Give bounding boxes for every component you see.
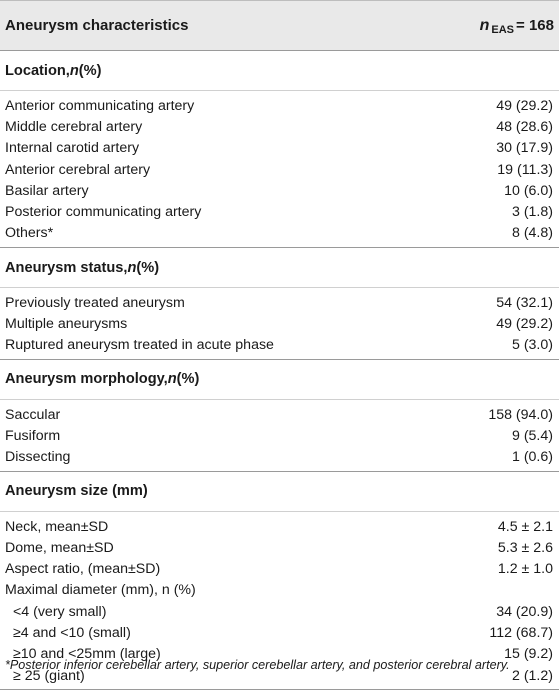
table-row bbox=[0, 159, 559, 180]
row-value: 30 (17.9) bbox=[496, 140, 553, 157]
row-value: 3 (1.8) bbox=[511, 204, 553, 221]
row-value: 5.3 ± 2.6 bbox=[497, 539, 553, 556]
row-value: 2 (1.2) bbox=[511, 667, 553, 684]
section-title-n: n bbox=[127, 259, 137, 276]
row-label: Dome, mean±SD bbox=[5, 539, 114, 556]
row-value: 48 (28.6) bbox=[496, 118, 553, 135]
row-value: 34 (20.9) bbox=[496, 603, 553, 620]
table-row bbox=[0, 138, 559, 159]
table-row bbox=[0, 201, 559, 222]
table-body bbox=[0, 51, 559, 690]
section-title-n: n bbox=[69, 62, 79, 79]
row-label: Aspect ratio, (mean±SD) bbox=[5, 561, 161, 578]
row-label: ≥10 and <25mm (large) bbox=[13, 646, 161, 663]
row-value: 1 (0.6) bbox=[511, 449, 553, 466]
table-row bbox=[0, 580, 559, 601]
row-label: Anterior cerebral artery bbox=[5, 161, 151, 178]
row-label: Others* bbox=[5, 225, 54, 242]
table-row bbox=[0, 622, 559, 643]
footnote: *Posterior inferior cerebellar artery, superior cerebellar artery, and posterior cerebral artery. bbox=[5, 658, 510, 672]
row-label: Maximal diameter (mm), n (%) bbox=[5, 582, 196, 599]
header-title: Aneurysm characteristics bbox=[5, 17, 189, 34]
table-row bbox=[0, 558, 559, 579]
row-value: 8 (4.8) bbox=[511, 225, 553, 242]
section-title-suffix: (%) bbox=[176, 371, 200, 388]
row-value: 10 (6.0) bbox=[504, 182, 553, 199]
table-row bbox=[0, 335, 559, 356]
table-row bbox=[0, 404, 559, 425]
row-label: ≥ 25 (giant) bbox=[13, 667, 85, 684]
row-label: Fusiform bbox=[5, 427, 61, 444]
table-row bbox=[0, 313, 559, 334]
row-value: 5 (3.0) bbox=[511, 337, 553, 354]
table-row bbox=[0, 223, 559, 244]
section-title: Aneurysm morphology, bbox=[5, 371, 168, 388]
row-label: Basilar artery bbox=[5, 182, 89, 199]
section-heading bbox=[0, 51, 559, 91]
row-value: 49 (29.2) bbox=[496, 316, 553, 333]
table-row bbox=[0, 425, 559, 446]
row-label: Neck, mean±SD bbox=[5, 518, 109, 535]
section-heading bbox=[0, 248, 559, 288]
table-row bbox=[0, 116, 559, 137]
row-value: 158 (94.0) bbox=[488, 406, 553, 423]
table-row bbox=[0, 95, 559, 116]
table-row bbox=[0, 292, 559, 313]
row-label: <4 (very small) bbox=[13, 603, 107, 620]
section-title-suffix: (%) bbox=[136, 259, 160, 276]
row-value: 49 (29.2) bbox=[496, 97, 553, 114]
section-heading bbox=[0, 472, 559, 512]
table-header bbox=[0, 0, 559, 51]
row-label: ≥4 and <10 (small) bbox=[13, 624, 131, 641]
row-label: Ruptured aneurysm treated in acute phase bbox=[5, 337, 274, 354]
header-n: n $_{EAS}$ = 168 bbox=[479, 16, 554, 36]
section-title-n: n bbox=[167, 371, 177, 388]
row-label: Saccular bbox=[5, 406, 61, 423]
row-label: Middle cerebral artery bbox=[5, 118, 143, 135]
row-label: Anterior communicating artery bbox=[5, 97, 195, 114]
row-label: Posterior communicating artery bbox=[5, 204, 202, 221]
row-value: 4.5 ± 2.1 bbox=[497, 518, 553, 535]
table-row bbox=[0, 537, 559, 558]
row-label: Internal carotid artery bbox=[5, 140, 140, 157]
table-row bbox=[0, 516, 559, 537]
row-label: Previously treated aneurysm bbox=[5, 294, 185, 311]
row-value: 15 (9.2) bbox=[504, 646, 553, 663]
row-value: 19 (11.3) bbox=[497, 161, 553, 178]
section-rows bbox=[0, 91, 559, 248]
section-rows bbox=[0, 400, 559, 472]
section-title: Location, bbox=[5, 62, 70, 79]
row-label: Multiple aneurysms bbox=[5, 316, 128, 333]
section-title: Aneurysm status, bbox=[5, 259, 128, 276]
section-title: Aneurysm size (mm) bbox=[5, 483, 148, 500]
section-rows bbox=[0, 288, 559, 360]
section-title-suffix: (%) bbox=[78, 62, 102, 79]
row-value: 1.2 ± 1.0 bbox=[497, 561, 553, 578]
table-row bbox=[0, 447, 559, 468]
row-label: Dissecting bbox=[5, 449, 71, 466]
row-value: 54 (32.1) bbox=[496, 294, 553, 311]
table-row bbox=[0, 601, 559, 622]
section-heading bbox=[0, 360, 559, 400]
row-value: 112 (68.7) bbox=[489, 624, 553, 641]
row-value: 9 (5.4) bbox=[511, 427, 553, 444]
table-row bbox=[0, 180, 559, 201]
